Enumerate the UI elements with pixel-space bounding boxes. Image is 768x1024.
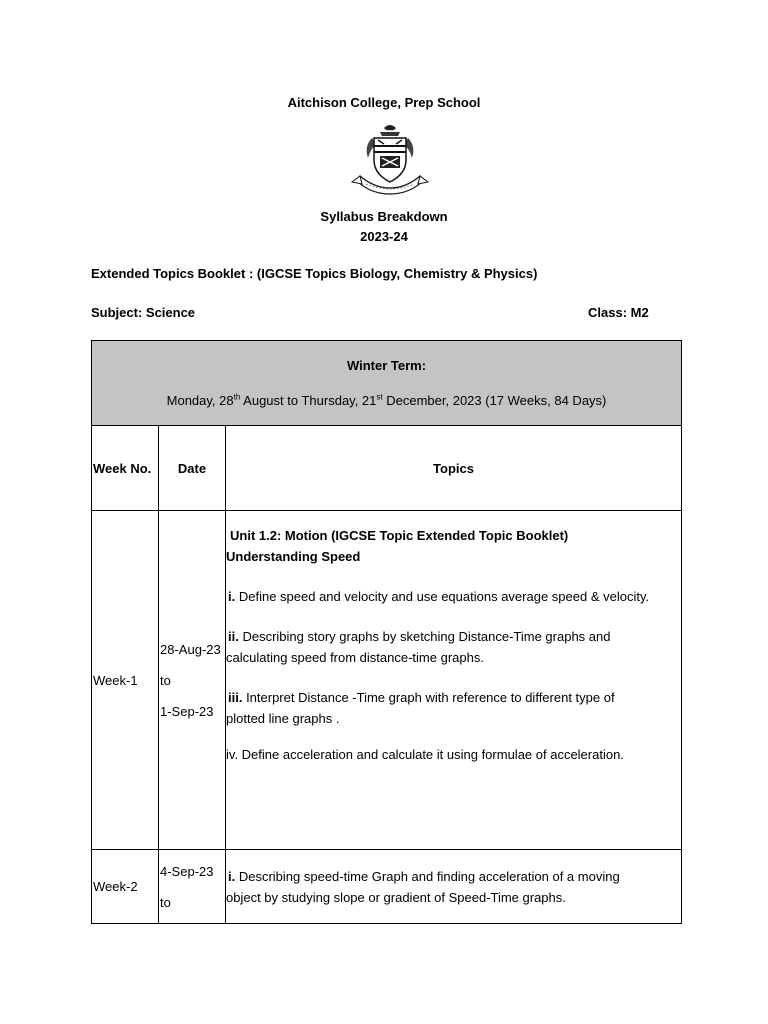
topics-cell [226,850,682,924]
topic-item [226,866,681,887]
term-title: Winter Term: [346,358,427,373]
topic-item [226,586,681,607]
class-label: Class: M2 [588,305,649,320]
topic-text-cont: plotted line graphs . [226,711,340,726]
date-cell [159,511,226,850]
topic-number: i. [228,589,236,604]
syllabus-title: Syllabus Breakdown [320,209,448,224]
topic-text: Interpret Distance -Time graph with reference to different type of [242,690,615,705]
booklet-title: Extended Topics Booklet : (IGCSE Topics Biology, Chemistry & Physics) [91,266,538,281]
school-crest-logo [350,122,430,198]
topic-text-cont: object by studying slope or gradient of Speed-Time graphs. [226,889,566,905]
table-row [92,511,682,850]
topic-item [226,744,681,765]
week-cell: Week-2 [92,850,159,924]
topic-number: iii. [228,690,243,705]
topic-item [226,687,681,708]
term-header [92,341,682,426]
term-dates-part: Monday, 28 [166,393,234,408]
week-cell: Week-1 [92,511,159,850]
topic-number: ii. [228,629,239,644]
topic-text: Define speed and velocity and use equations average speed & velocity. [235,589,650,604]
term-dates-part: August to Thursday, 21 [240,393,377,408]
topic-text: Describing story graphs by sketching Distance-Time graphs and [238,629,611,644]
topic-number: i. [228,868,236,884]
topic-text: iv. Define acceleration and calculate it using formulae of acceleration. [226,747,624,762]
header-week: Week No. [92,426,159,511]
term-dates [92,393,681,408]
date-start: 4-Sep-23 [160,863,214,879]
syllabus-table [91,340,682,924]
date-cell [159,850,226,924]
header-date: Date [159,426,226,511]
table-header-row [92,426,682,511]
term-dates-part: December, 2023 (17 Weeks, 84 Days) [382,393,607,408]
syllabus-year: 2023-24 [360,229,408,244]
table-row [92,850,682,924]
date-start: 28-Aug-23 [160,641,221,657]
subject-label: Subject: Science [91,305,196,320]
school-name: Aitchison College, Prep School [287,95,481,110]
header-topics: Topics [226,426,682,511]
unit-subtitle: Understanding Speed [226,549,361,564]
date-to: to [160,672,171,688]
term-dates-sup: th [233,392,241,402]
term-row [92,341,682,426]
topics-cell [226,511,682,850]
topic-text: Describing speed-time Graph and finding acceleration of a moving [235,868,620,884]
topic-item [226,626,681,647]
term-dates-sup: st [376,392,383,402]
date-end: 1-Sep-23 [160,703,214,719]
topic-text-cont: calculating speed from distance-time graphs. [226,650,484,665]
date-to: to [160,894,171,910]
unit-title: Unit 1.2: Motion (IGCSE Topic Extended Topic Booklet) [230,528,569,543]
